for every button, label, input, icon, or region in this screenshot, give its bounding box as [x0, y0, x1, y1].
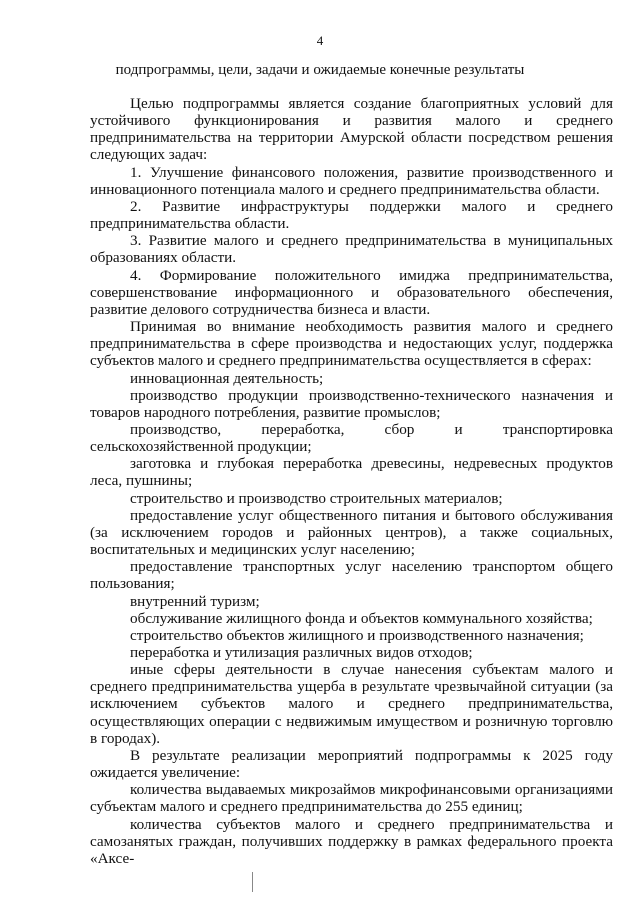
- paragraph: внутренний туризм;: [130, 592, 260, 610]
- scan-artifact-line: [252, 872, 253, 892]
- paragraph: В результате реализации мероприятий подпрограммы к 2025 году ожидается увеличение:: [90, 746, 613, 782]
- paragraph: инновационная деятельность;: [130, 369, 324, 387]
- paragraph: Целью подпрограммы является создание благоприятных условий для устойчивого функционирования и развития малого и среднего предпринимательства на территории Амурской области посредством решения следующих задач:: [90, 95, 613, 164]
- paragraph: заготовка и глубокая переработка древесины, недревесных продуктов леса, пушнины;: [90, 455, 613, 490]
- page-number: 4: [316, 33, 324, 48]
- paragraph: иные сферы деятельности в случае нанесения субъектам малого и среднего предпринимательства ущерба в результате чрезвычайной ситуации (за исключением субъектов малого и среднего предпринимательства, осуществляющих операции с недвижимым имуществом и розничную торговлю в городах).: [90, 661, 613, 747]
- paragraph: количества субъектов малого и среднего предпринимательства и самозанятых граждан, получивших поддержку в рамках федерального проекта «Аксе-: [90, 815, 613, 867]
- paragraph: предоставление транспортных услуг населению транспортом общего пользования;: [90, 558, 613, 593]
- paragraph: 4. Формирование положительного имиджа предпринимательства, совершенствование информационного и образовательного обеспечения, развитие делового сотрудничества бизнеса и власти.: [90, 266, 613, 318]
- section-title: подпрограммы, цели, задачи и ожидаемые конечные результаты: [115, 62, 525, 78]
- paragraph: 2. Развитие инфраструктуры поддержки малого и среднего предпринимательства области.: [90, 197, 613, 233]
- paragraph: строительство и производство строительных материалов;: [130, 489, 503, 507]
- paragraph: производство, переработка, сбор и транспортировка сельскохозяйственной продукции;: [90, 420, 613, 456]
- paragraph: Принимая во внимание необходимость развития малого и среднего предпринимательства в сфере производства и недостающих услуг, поддержка субъектов малого и среднего предпринимательства осуществляется в сферах:: [90, 318, 613, 370]
- paragraph: 3. Развитие малого и среднего предпринимательства в муниципальных образованиях области.: [90, 232, 613, 267]
- document-body: [90, 95, 613, 867]
- paragraph: строительство объектов жилищного и производственного назначения;: [130, 626, 584, 644]
- paragraph: производство продукции производственно-технического назначения и товаров народного потребления, развитие промыслов;: [90, 386, 613, 421]
- paragraph: количества выдаваемых микрозаймов микрофинансовыми организациями субъектам малого и среднего предпринимательства до 255 единиц;: [90, 781, 613, 816]
- paragraph: 1. Улучшение финансового положения, развитие производственного и инновационного потенциала малого и среднего предпринимательства области.: [90, 163, 613, 198]
- paragraph: предоставление услуг общественного питания и бытового обслуживания (за исключением городов и районных центров), а также социальных, воспитательных и медицинских услуг населению;: [90, 506, 613, 559]
- paragraph: переработка и утилизация различных видов отходов;: [130, 644, 473, 661]
- paragraph: обслуживание жилищного фонда и объектов коммунального хозяйства;: [130, 609, 593, 627]
